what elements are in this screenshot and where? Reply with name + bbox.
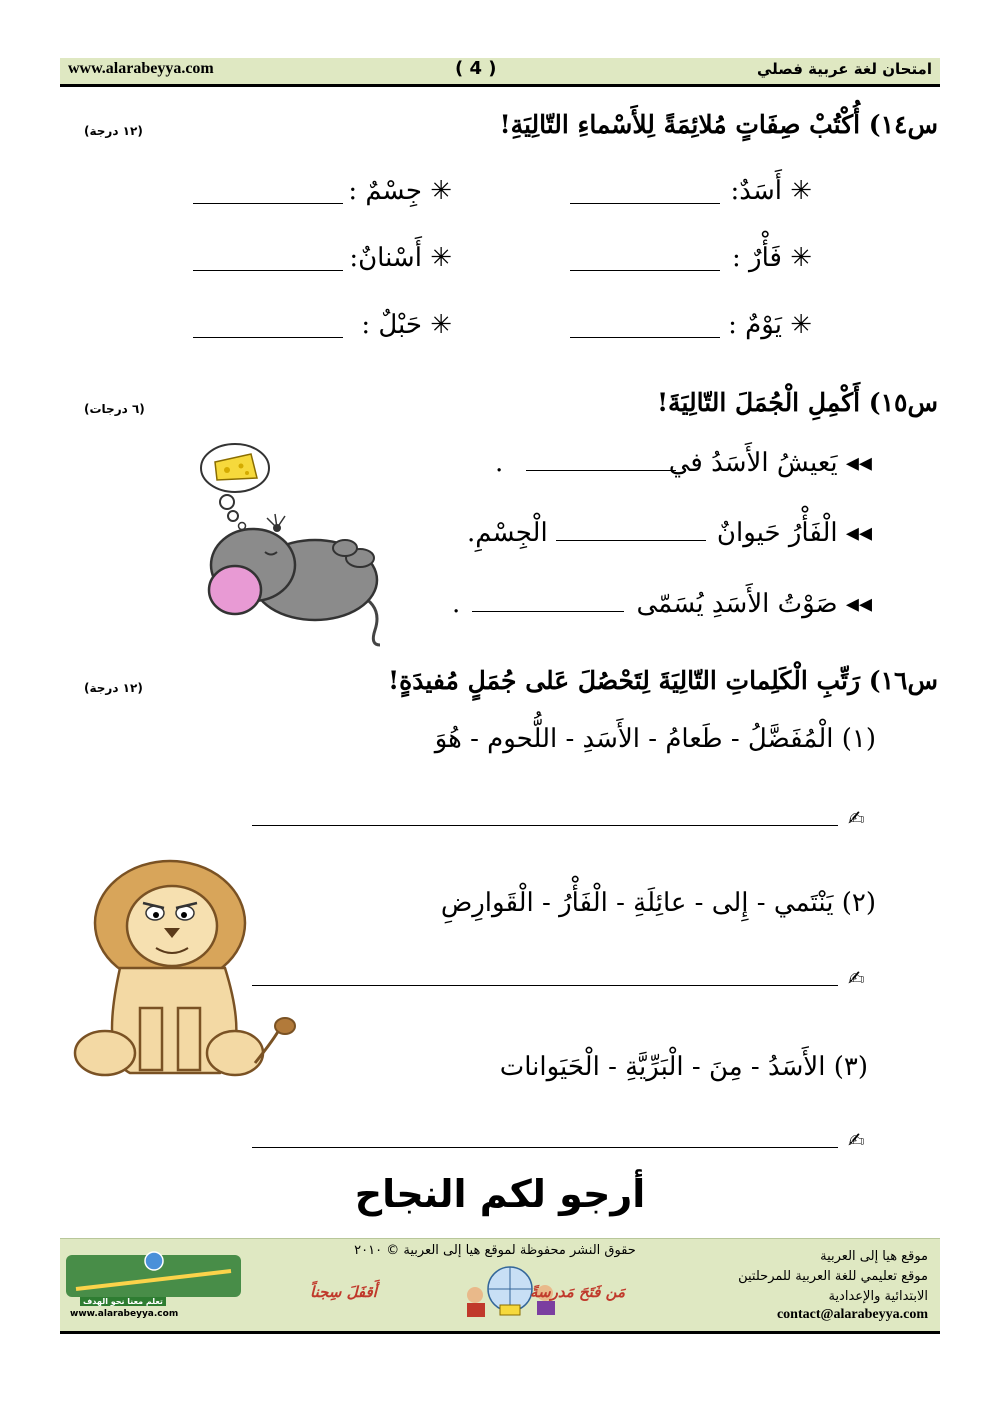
exam-title: امتحان لغة عربية فصلي <box>757 60 932 78</box>
logo-url[interactable]: www.alarabeyya.com <box>70 1309 179 1319</box>
pencil-icon: ✍ <box>848 806 865 830</box>
q16-row-1: (١) الْمُفَضَّلُ - طَعامُ - الأَسَدِ - اللُّحوم - هُوَ <box>434 724 876 754</box>
q14-answer-line[interactable] <box>193 203 343 204</box>
q14-answer-line[interactable] <box>570 337 720 338</box>
q15-sentence-2-end: الْجِسْمِ. <box>467 518 548 548</box>
q16-answer-line[interactable] <box>252 985 838 986</box>
page-number: ( 4 ) <box>455 58 497 79</box>
q14-answer-line[interactable] <box>193 337 343 338</box>
contact-email[interactable]: contact@alarabeyya.com <box>776 1307 928 1322</box>
q16-row-3: (٣) الأَسَدُ - مِنَ - الْبَرِّيَّةِ - الْحَيَوانات <box>499 1052 868 1082</box>
lion-illustration <box>60 858 300 1088</box>
q15-grade: (٦ درجات) <box>84 402 145 416</box>
q14-item-day: ✳ يَوْمٌ : <box>728 310 812 340</box>
copyright-text: حقوق النشر محفوظة لموقع هيا إلى العربية © ٢٠١٠ <box>354 1243 636 1258</box>
q15-sentence-3: ◂◂ صَوْتُ الأَسَدِ يُسَمّى <box>636 589 872 619</box>
q15-sentence-2: ◂◂ الْفَأْرُ حَيوانٌ <box>716 518 872 548</box>
q15-answer-line[interactable] <box>472 611 624 612</box>
q15-title: س١٥) أَكْمِلِ الْجُمَلَ التّالِيَةَ! <box>657 388 938 417</box>
header-url[interactable]: www.alarabeyya.com <box>68 60 214 77</box>
q16-grade: (١٢ درجة) <box>84 681 143 695</box>
q14-grade: (١٢ درجة) <box>84 124 143 138</box>
q16-answer-line[interactable] <box>252 825 838 826</box>
q14-item-teeth: ✳ أَسْنانٌ: <box>349 243 452 273</box>
site-description: موقع تعليمي للغة العربية للمرحلتين <box>738 1269 928 1284</box>
sleeping-mouse-illustration <box>195 440 405 650</box>
pencil-icon: ✍ <box>848 966 865 990</box>
q16-title: س١٦) رَتِّبِ الْكَلِماتِ التّالِيَةَ لِتَحْصُلَ عَلى جُمَلٍ مُفيدَةٍ! <box>388 666 938 695</box>
q15-answer-line[interactable] <box>556 540 706 541</box>
slogan-right: مَن فَتَحَ مَدرسةً <box>530 1283 626 1301</box>
page-footer <box>60 1238 940 1334</box>
q14-item-mouse: ✳ فَأْرٌ : <box>732 243 812 273</box>
q14-answer-line[interactable] <box>570 203 720 204</box>
q15-sentence-1-end: . <box>495 448 504 478</box>
q14-answer-line[interactable] <box>193 270 343 271</box>
q15-answer-line[interactable] <box>526 470 676 471</box>
logo-tagline: تعلم معنا نحو الهدف <box>80 1297 166 1306</box>
page-header <box>60 58 940 87</box>
site-name: موقع هيا إلى العربية <box>820 1249 928 1264</box>
pencil-icon: ✍ <box>848 1128 865 1152</box>
q14-item-rope: ✳ حَبْلٌ : <box>361 310 452 340</box>
q16-answer-line[interactable] <box>252 1147 838 1148</box>
q15-sentence-1: ◂◂ يَعيشُ الأَسَدُ في <box>668 448 872 478</box>
q16-row-2: (٢) يَنْتَمي - إِلى - عائِلَةِ - الْفَأْرُ - الْقَوارِضِ <box>440 888 876 918</box>
q14-title: س١٤) أُكْتُبْ صِفَاتٍ مُلائِمَةً لِلأَسْماءِ التّالِيَةِ! <box>499 110 938 139</box>
q15-sentence-3-end: . <box>452 589 461 619</box>
slogan-left: أَقفَلَ سِجناً <box>310 1283 377 1301</box>
q14-item-body: ✳ جِسْمٌ : <box>348 176 452 206</box>
site-levels: الابتدائية والإعدادية <box>828 1289 928 1304</box>
q14-item-lion: ✳ أَسَدٌ: <box>730 176 812 206</box>
closing-message: أرجو لكم النجاح <box>354 1172 646 1216</box>
q14-answer-line[interactable] <box>570 270 720 271</box>
